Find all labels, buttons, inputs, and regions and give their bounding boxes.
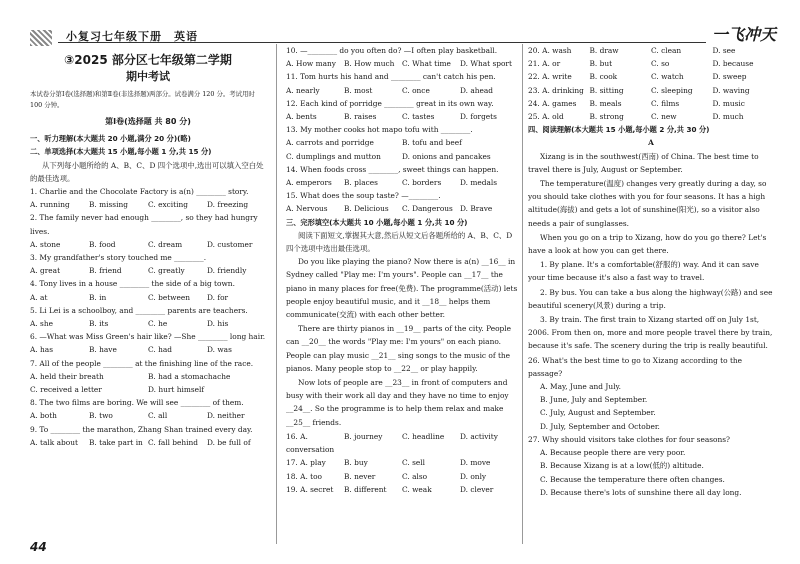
question-stem: 1. Charlie and the Chocolate Factory is a(n) ________ story. [30,187,249,197]
option: C. dumplings and mutton [286,151,381,161]
option: A. both [30,411,57,421]
option-row [286,57,518,70]
option: B. tofu and beef [402,138,462,148]
question-stem: 7. All of the people ________ at the finishing line of the race. [30,358,254,368]
option: A. has [30,345,53,355]
option: B. take part in [89,437,143,447]
option: C. sleeping [651,85,693,95]
question-list [286,44,518,216]
option-row [30,343,266,356]
option: B. How much [344,59,395,69]
option-row [30,409,266,422]
question-stem: 11. Tom hurts his hand and ________ can't catch his pen. [286,72,496,82]
option: A. emperors [286,178,332,188]
option: B. Delicious [344,204,389,214]
option: D. Brave [460,204,493,214]
question-stem: 3. My grandfather's story touched me ________. [30,253,207,263]
option-row [286,176,518,189]
option: A. stone [30,239,61,249]
option: 22. A. write [528,72,572,82]
option-row [30,238,266,251]
option: D. ahead [460,85,494,95]
reading-paragraph: The temperature(温度) changes very greatly during a day, so you should take clothes with you for four seasons. It has a high altitude(海拔) and gets a lot of sunshine(阳光), so a visitor also needs a pair of sunglasses. [528,179,767,228]
option: A. How many [286,59,336,69]
option-row [528,84,774,97]
question-stem: 26. What's the best time to go to Xizang according to the passage? [528,355,743,378]
option: C. July, August and September. [540,408,656,418]
question-stem: 27. Why should visitors take clothes for four seasons? [528,434,730,444]
section3-instructions: 阅读下面短文,掌握其大意,然后从短文后各题所给的 A、B、C、D 四个选项中选出最佳选项。 [286,230,513,254]
option: C. between [148,292,190,302]
option: D. July, September and October. [540,421,660,431]
option: C. watch [651,72,684,82]
option-row [30,291,266,304]
option: A. at [30,292,48,302]
option: A. May, June and July. [540,382,621,392]
option: B. strong [589,112,624,122]
option-row [286,136,518,149]
option: C. new [651,112,677,122]
option: B. in [89,292,107,302]
option: C. What time [402,59,451,69]
option: C. sell [402,458,425,468]
question-stem: 14. When foods cross ________, sweet things can happen. [286,164,499,174]
passage-label: A [648,138,654,148]
option: B. places [344,178,378,188]
option: C. Because the temperature there often changes. [540,474,725,484]
option: B. draw [589,46,619,55]
option: C. tastes [402,112,435,122]
option-row [286,84,518,97]
option: D. clever [460,484,494,494]
option-row [528,110,774,123]
option: C. all [148,411,168,421]
option: C. films [651,98,680,108]
option: 18. A. too [286,471,323,481]
option: B. different [344,484,387,494]
question-stem: 12. Each kind of porridge ________ great in its own way. [286,98,494,108]
reading-paragraph: 3. By train. The first train to Xizang started off on July 1st, 2006. From then on, more and more people travel there by train, because it's safe. The scenery during the trip is really beautiful. [528,315,773,351]
option: D. for [207,292,229,302]
option: D. waving [712,85,750,95]
option: D. be full of [207,437,251,447]
section3-heading: 三、完形填空(本大题共 10 小题,每小题 1 分,共 10 分) [286,217,468,227]
option: B. have [89,345,117,355]
option-row [30,370,266,383]
cloze-options [286,430,518,496]
option: D. neither [207,411,245,421]
option: 25. A. old [528,112,564,122]
column-divider [522,44,523,544]
option-row [30,436,266,449]
option: D. onions and pancakes [402,151,491,161]
option-row [286,483,518,496]
option: 17. A. play [286,458,326,468]
reading-paragraph: 1. By plane. It's a comfortable(舒服的) way. And it can save your time because it's also a fast way to travel. [528,260,759,283]
option: D. because [712,59,754,69]
option-row [286,470,518,483]
option: D. activity [460,431,498,441]
option: D. move [460,458,491,468]
section2-heading: 二、单项选择(本大题共 15 小题,每小题 1 分,共 15 分) [30,147,212,157]
option-row [528,97,774,110]
option: D. medals [460,178,498,188]
option: B. friend [89,266,122,276]
question-stem: 4. Tony lives in a house ________ the side of a big town. [30,279,235,289]
option: B. two [89,411,113,421]
question-stem: 13. My mother cooks hot mapo tofu with ________. [286,125,473,135]
option: D. his [207,319,229,329]
option: D. see [712,46,736,55]
option: B. buy [344,458,368,468]
option: D. music [712,98,745,108]
option: B. but [589,59,613,69]
header-rule [58,42,706,43]
reading-paragraph: When you go on a trip to Xizang, how do you go there? Let's have a look at how you can get there. [528,232,767,256]
option: C. also [402,471,428,481]
option-row [30,264,266,277]
option: B. food [89,239,116,249]
cloze-paragraph: Now lots of people are __23__ in front of computers and busy with their work all day and they have no time to enjoy __24__. So the programme is to help them relax and make __25__ friends. [286,378,509,427]
part1-title: 第Ⅰ卷(选择题 共 80 分) [105,117,191,126]
option: C. headline [402,431,445,441]
option: D. customer [207,239,253,249]
option: C. received a letter [30,385,102,395]
option: B. never [344,471,376,481]
reading-paragraph: Xizang is in the southwest(西南) of China. The best time to travel there is July, August or September. [528,151,759,174]
question-stem: 5. Li Lei is a schoolboy, and ________ parents are teachers. [30,305,248,315]
option: A. talk about [30,437,78,447]
option: A. Because people there are very poor. [540,448,686,458]
question-stem: 10. —________ do you often do? —I often play basketball. [286,46,498,55]
option: A. Nervous [286,204,328,214]
option: 24. A. games [528,98,577,108]
option: A. carrots and porridge [286,138,374,148]
option: B. Because Xizang is at a low(低的) altitude. [540,461,704,471]
column-2 [286,44,518,496]
option: C. dream [148,239,183,249]
option: D. What sport [460,59,512,69]
option: A. held their breath [30,371,104,381]
option-row [30,198,266,211]
option: B. raises [344,112,377,122]
option-row [528,44,774,57]
cloze-paragraph: There are thirty pianos in __19__ parts of the city. People can __20__ the words "Play me: I'm yours" on each piano. People can play music __21__ sing songs to the music of the pianos. Many people stop to __22__ or play happily. [286,324,512,373]
option: C. he [148,319,168,329]
reading-paragraph: 2. By bus. You can take a bus along the highway(公路) and see beautiful scenery(风景) during a trip. [528,287,773,310]
question-stem: 6. —What was Miss Green's hair like? —She ________ long hair. [30,332,266,342]
option: D. friendly [207,266,247,276]
option: C. greatly [148,266,185,276]
option: D. freezing [207,200,249,210]
option: B. sitting [589,85,624,95]
option: A. great [30,266,61,276]
option-row [286,456,518,469]
option: B. journey [344,431,383,441]
option: C. so [651,59,670,69]
column-3 [528,44,774,499]
option: D. Because there's lots of sunshine there all day long. [540,487,742,497]
exam-title: ③2025 部分区七年级第二学期 [64,53,232,67]
option: D. forgets [460,112,497,122]
option-row [286,430,518,456]
option: A. nearly [286,85,320,95]
option: 19. A. secret [286,484,334,494]
option-row [286,150,518,163]
option: B. meals [589,98,622,108]
option: A. running [30,200,70,210]
question-stem: 2. The family never had enough ________, so they had hungry lives. [30,213,258,236]
option: 23. A. drinking [528,85,584,95]
book-title: 小复习七年级下册 英语 [66,30,198,43]
exam-note: 本试卷分第Ⅰ卷(选择题)和第Ⅱ卷(非选择题)两部分。试卷满分 120 分。考试用时 100 分钟。 [30,90,255,109]
option: D. was [207,345,232,355]
option: C. weak [402,484,432,494]
option-row [528,70,774,83]
option: A. she [30,319,53,329]
option: D. hurt himself [148,385,205,395]
option: C. borders [402,178,442,188]
option: C. once [402,85,430,95]
question-stem: 9. To ________ the marathon, Zhang Shan trained every day. [30,424,253,434]
option: C. exciting [148,200,188,210]
option-row [286,202,518,215]
option: B. had a stomachache [148,371,231,381]
question-stem: 8. The two films are boring. We will see ________ of them. [30,398,244,408]
question-stem: 15. What does the soup taste? —________. [286,191,441,201]
option: B. most [344,85,373,95]
option-row [30,317,266,330]
section4-heading: 四、阅读理解(本大题共 15 小题,每小题 2 分,共 30 分) [528,125,710,135]
section2-instructions: 从下列每小题所给的 A、B、C、D 四个选项中,选出可以填入空白处的最佳选项。 [30,160,264,183]
option: C. Dangerous [402,204,453,214]
option: C. clean [651,46,682,55]
reading-questions [528,354,774,499]
option-row [30,383,266,396]
option: A. bents [286,112,317,122]
option: 21. A. or [528,59,561,69]
page-number: 44 [30,540,47,554]
option: B. cook [589,72,618,82]
option-row [286,110,518,123]
column-1 [30,44,266,449]
option: D. only [460,471,487,481]
option: D. sweep [712,72,747,82]
option: B. missing [89,200,128,210]
cloze-passage [286,255,518,429]
option: B. June, July and September. [540,395,648,405]
cloze-paragraph: Do you like playing the piano? Now there is a(n) __16__ in Sydney called "Play me: I'm yours". People can __17__ the piano in many places for free(免费). The programme(活动) lets people enjoy beautiful music, and it __18__ helps them communicate(交流) with each other better. [286,257,518,320]
question-list [30,185,266,449]
brand-logo: 一飞冲天 [711,25,776,44]
option: 20. A. wash [528,46,572,55]
option: D. much [712,112,744,122]
option: B. its [89,319,109,329]
option-row [528,57,774,70]
cloze-options [528,44,774,123]
reading-passage [528,150,774,353]
section1-heading: 一、听力理解(本大题共 20 小题,满分 20 分)(略) [30,134,191,144]
option: C. had [148,345,172,355]
option: 16. A. conversation [286,431,335,455]
exam-subtitle: 期中考试 [126,70,170,83]
option: C. fall behind [148,437,199,447]
column-divider [276,44,277,544]
